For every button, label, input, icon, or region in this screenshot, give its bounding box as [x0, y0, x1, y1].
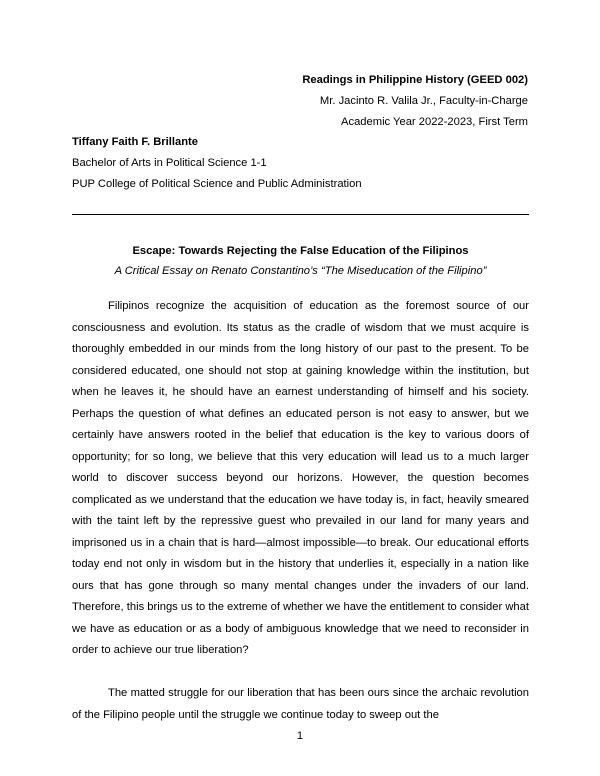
term-line: Academic Year 2022-2023, First Term [341, 116, 528, 128]
horizontal-divider [72, 214, 529, 215]
essay-title: Escape: Towards Rejecting the False Education of the Filipinos [132, 245, 469, 257]
page-number: 1 [296, 730, 304, 742]
body-paragraph: Filipinos recognize the acquisition of education as the foremost source of our consciousness and evolution. Its status as the cradle of wisdom that we must acquire is thoroughly embedded in our minds from the long history of our past to the present. To be considered educated, one should not stop at gaining knowledge within the institution, but when he leaves it, he should have an earnest understanding of himself and his society. Perhaps the question of what defines an educated person is not easy to answer, but we certainly have answers rooted in the belief that education is the key to various doors of opportunity; for so long, we believe that this very education will lead us to a much larger world to discover success beyond our horizons. However, the question becomes complicated as we understand that the education we have today is, in fact, heavily smeared with the taint left by the repressive guest who prevailed in our land for many years and imprisoned us in a chain that is hard—almost impossible—to break. Our educational efforts today end not only in wisdom but in the history that underlies it, especially in a nation like ours that has gone through so many mental changes under the invaders of our land. Therefore, this brings us to the extreme of whether we have the entitlement to consider what we have as education or as a body of ambiguous knowledge that we need to reconsider in order to achieve our true liberation? [72, 300, 529, 656]
author-college: PUP College of Political Science and Public Administration [72, 178, 362, 190]
author-program: Bachelor of Arts in Political Science 1-1 [72, 157, 267, 169]
course-header [302, 70, 528, 133]
essay-body [72, 296, 529, 748]
author-name: Tiffany Faith F. Brillante [72, 136, 198, 148]
instructor-line: Mr. Jacinto R. Valila Jr., Faculty-in-Charge [319, 95, 528, 107]
body-paragraph: The matted struggle for our liberation that has been ours since the archaic revolution of the Filipino people until the struggle we continue today to sweep out the [72, 687, 529, 721]
author-block [72, 132, 362, 195]
course-title: Readings in Philippine History (GEED 002) [302, 74, 528, 86]
essay-heading [72, 241, 529, 281]
essay-subtitle: A Critical Essay on Renato Constantino’s “The Miseducation of the Filipino” [114, 265, 487, 277]
